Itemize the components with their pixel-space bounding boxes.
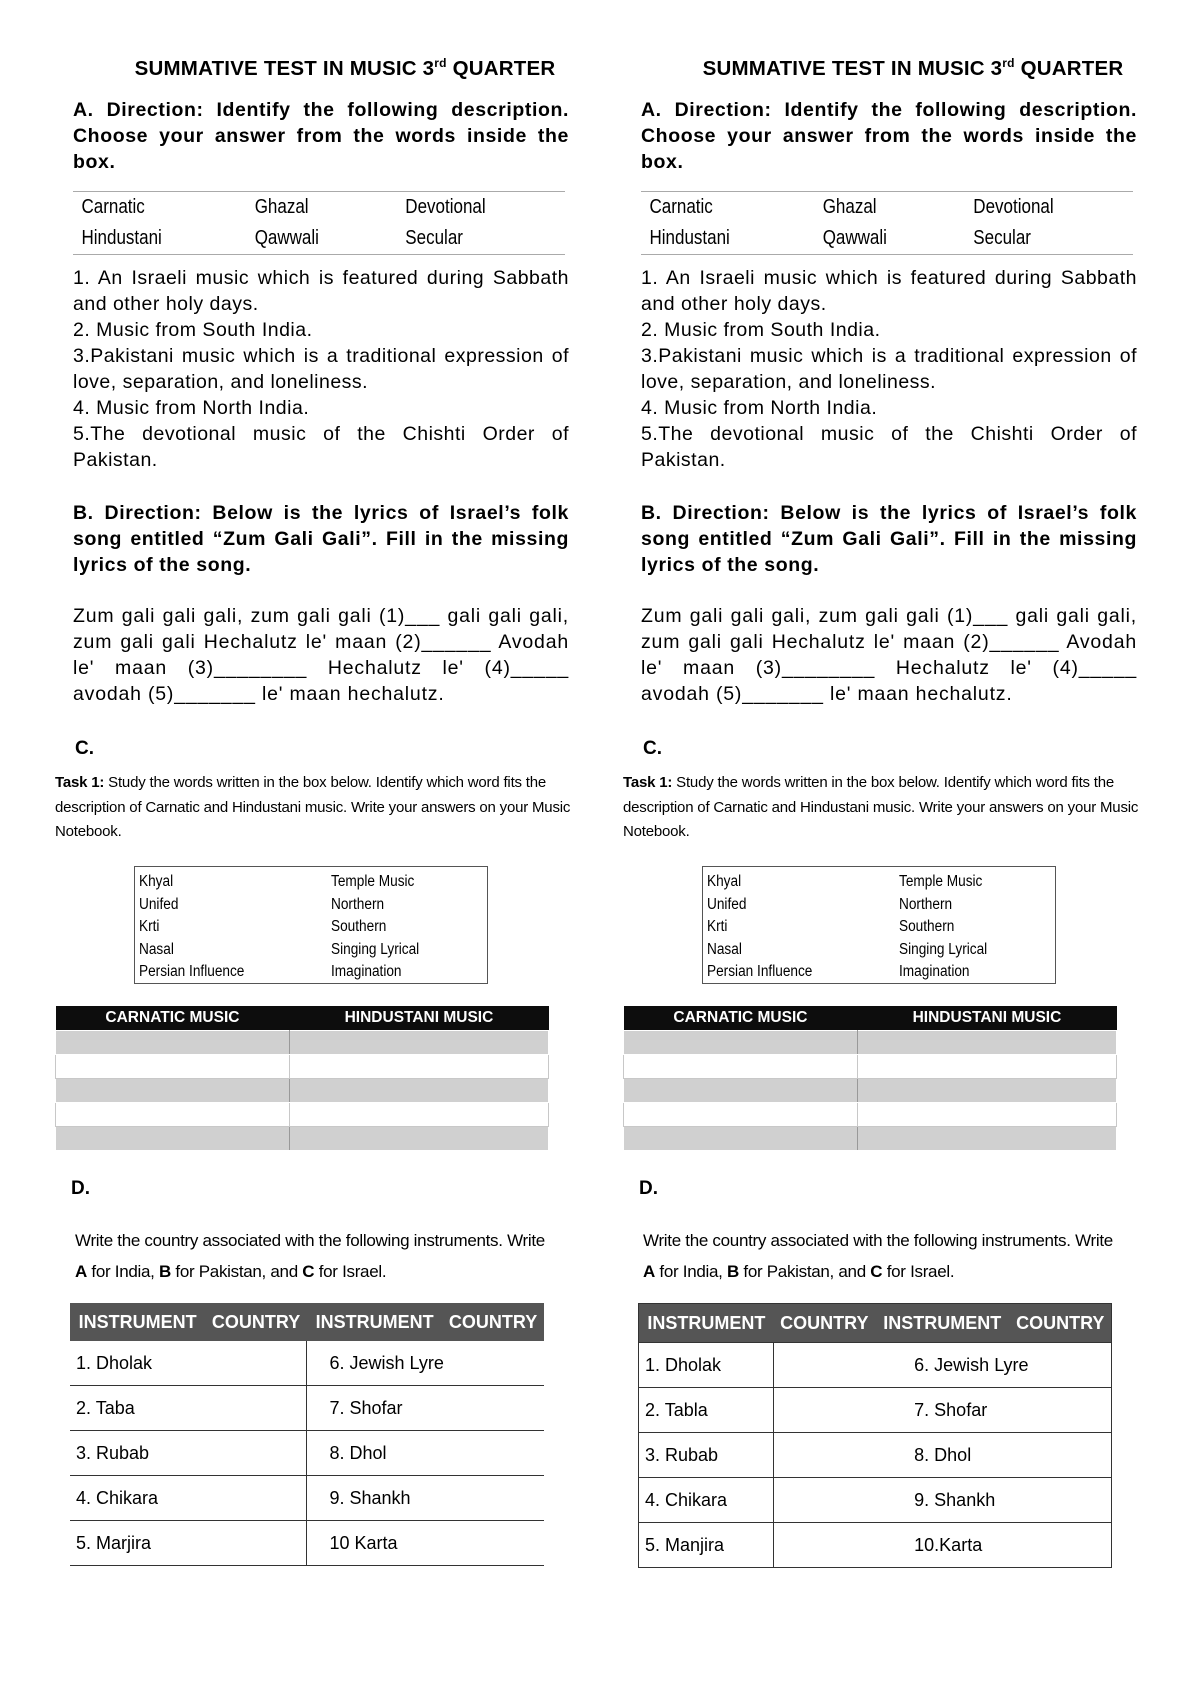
answer-cell[interactable] [624,1031,858,1055]
choice-word: Qawwali [255,227,320,249]
table-header: HINDUSTANI MUSIC [857,1006,1116,1031]
table-row: 1. Dholak 6. Jewish Lyre [639,1343,1112,1388]
item: 4. Music from North India. [641,397,878,419]
table-header: COUNTRY [774,1304,875,1343]
choice-word: Ghazal [255,196,310,218]
choice-word: Secular [405,227,464,249]
choices-box [641,191,1133,255]
table-header: COUNTRY [1010,1304,1112,1343]
item: 2. Music from South India. [641,319,881,341]
table-row: 2. Tabla 7. Shofar [639,1388,1112,1433]
test-title: SUMMATIVE TEST IN MUSIC 3rd QUARTER [134,56,556,80]
word-column-right: Temple Music Northern Southern Singing Lyrical Imagination [899,873,988,980]
section-c-label: C. [643,738,662,759]
table-header: HINDUSTANI MUSIC [289,1006,548,1031]
answer-cell[interactable] [624,1103,858,1127]
direction-d: Write the country associated with the following instruments. Write A for India, B for Pakistan, and C for Israel. [643,1231,1113,1281]
choice-word: Ghazal [823,196,878,218]
direction-a: A. Direction: Identify the following description. Choose your answer from the words inside the box. [73,99,569,173]
instrument-table [638,1303,1112,1568]
table-row: 2. Taba 7. Shofar [70,1386,544,1431]
task-text: Task 1: Study the words written in the box below. Identify which word fits the description of Carnatic and Hindustani music. Write your answers on your Music Notebook. [55,774,571,840]
carnatic-hindustani-table [55,1006,549,1151]
item: 4. Music from North India. [73,397,310,419]
choice-word: Secular [973,227,1032,249]
table-header: INSTRUMENT [307,1303,442,1341]
answer-cell[interactable] [56,1055,290,1079]
word-box [134,866,488,984]
answer-cell[interactable] [857,1103,1116,1127]
lyrics: Zum gali gali gali, zum gali gali (1)___ gali gali gali, zum gali gali Hechalutz le' maan (2)______ Avodah le' maan (3)________ Hechalutz le' (4)_____ avodah (5)_______ le' maan hechalutz. [641,605,1137,705]
choices-box [73,191,565,255]
item: 3.Pakistani music which is a traditional expression of love, separation, and loneliness. [73,345,569,393]
answer-cell[interactable] [56,1079,290,1103]
items-list-a [641,265,1137,473]
section-d-label: D. [71,1178,90,1199]
direction-b: B. Direction: Below is the lyrics of Israel’s folk song entitled “Zum Gali Gali”. Fill in the missing lyrics of the song. [73,502,569,576]
answer-cell[interactable] [289,1055,548,1079]
table-row: 1. Dholak 6. Jewish Lyre [70,1341,544,1386]
choice-word: Carnatic [81,196,145,218]
table-row: 5. Marjira 10 Karta [70,1521,544,1566]
choice-word: Devotional [405,196,486,218]
answer-cell[interactable] [857,1079,1116,1103]
choice-word: Qawwali [823,227,888,249]
item: 3.Pakistani music which is a traditional expression of love, separation, and loneliness. [641,345,1137,393]
direction-a: A. Direction: Identify the following description. Choose your answer from the words inside the box. [641,99,1137,173]
table-header: CARNATIC MUSIC [624,1006,858,1031]
answer-cell[interactable] [857,1031,1116,1055]
direction-d: Write the country associated with the following instruments. Write A for India, B for Pakistan, and C for Israel. [75,1231,545,1281]
word-box [702,866,1056,984]
answer-cell[interactable] [56,1127,290,1151]
answer-cell[interactable] [289,1127,548,1151]
answer-cell[interactable] [857,1055,1116,1079]
section-c-label: C. [75,738,94,759]
instrument-table [70,1303,544,1566]
answer-cell[interactable] [624,1127,858,1151]
table-header: COUNTRY [442,1303,544,1341]
choice-word: Hindustani [81,227,162,249]
table-header: CARNATIC MUSIC [56,1006,290,1031]
task-text: Task 1: Study the words written in the box below. Identify which word fits the description of Carnatic and Hindustani music. Write your answers on your Music Notebook. [623,774,1139,840]
answer-cell[interactable] [289,1031,548,1055]
choice-word: Hindustani [649,227,730,249]
section-d-label: D. [639,1178,658,1199]
table-header: INSTRUMENT [639,1304,774,1343]
item: 1. An Israeli music which is featured during Sabbath and other holy days. [73,267,569,315]
table-header: INSTRUMENT [70,1303,205,1341]
answer-cell[interactable] [56,1031,290,1055]
word-column-left: Khyal Unifed Krti Nasal Persian Influence [139,873,245,980]
items-list-a [73,265,569,473]
test-title: SUMMATIVE TEST IN MUSIC 3rd QUARTER [702,56,1124,80]
answer-cell[interactable] [56,1103,290,1127]
choice-word: Carnatic [649,196,713,218]
answer-cell[interactable] [857,1127,1116,1151]
word-column-left: Khyal Unifed Krti Nasal Persian Influence [707,873,813,980]
table-row: 4. Chikara 9. Shankh [70,1476,544,1521]
table-row: 4. Chikara 9. Shankh [639,1478,1112,1523]
table-row: 5. Manjira 10.Karta [639,1523,1112,1568]
answer-cell[interactable] [289,1079,548,1103]
item: 2. Music from South India. [73,319,313,341]
item: 5.The devotional music of the Chishti Order of Pakistan. [73,423,569,471]
answer-cell[interactable] [624,1079,858,1103]
carnatic-hindustani-table [623,1006,1117,1151]
right-copy [623,0,1183,1696]
direction-b: B. Direction: Below is the lyrics of Israel’s folk song entitled “Zum Gali Gali”. Fill in the missing lyrics of the song. [641,502,1137,576]
table-row: 3. Rubab 8. Dhol [70,1431,544,1476]
table-row: 3. Rubab 8. Dhol [639,1433,1112,1478]
lyrics: Zum gali gali gali, zum gali gali (1)___ gali gali gali, zum gali gali Hechalutz le' maan (2)______ Avodah le' maan (3)________ Hechalutz le' (4)_____ avodah (5)_______ le' maan hechalutz. [73,605,569,705]
answer-cell[interactable] [289,1103,548,1127]
item: 1. An Israeli music which is featured during Sabbath and other holy days. [641,267,1137,315]
answer-cell[interactable] [624,1055,858,1079]
left-copy [55,0,615,1696]
table-header: COUNTRY [205,1303,307,1341]
choice-word: Devotional [973,196,1054,218]
word-column-right: Temple Music Northern Southern Singing Lyrical Imagination [331,873,420,980]
table-header: INSTRUMENT [875,1304,1010,1343]
item: 5.The devotional music of the Chishti Order of Pakistan. [641,423,1137,471]
